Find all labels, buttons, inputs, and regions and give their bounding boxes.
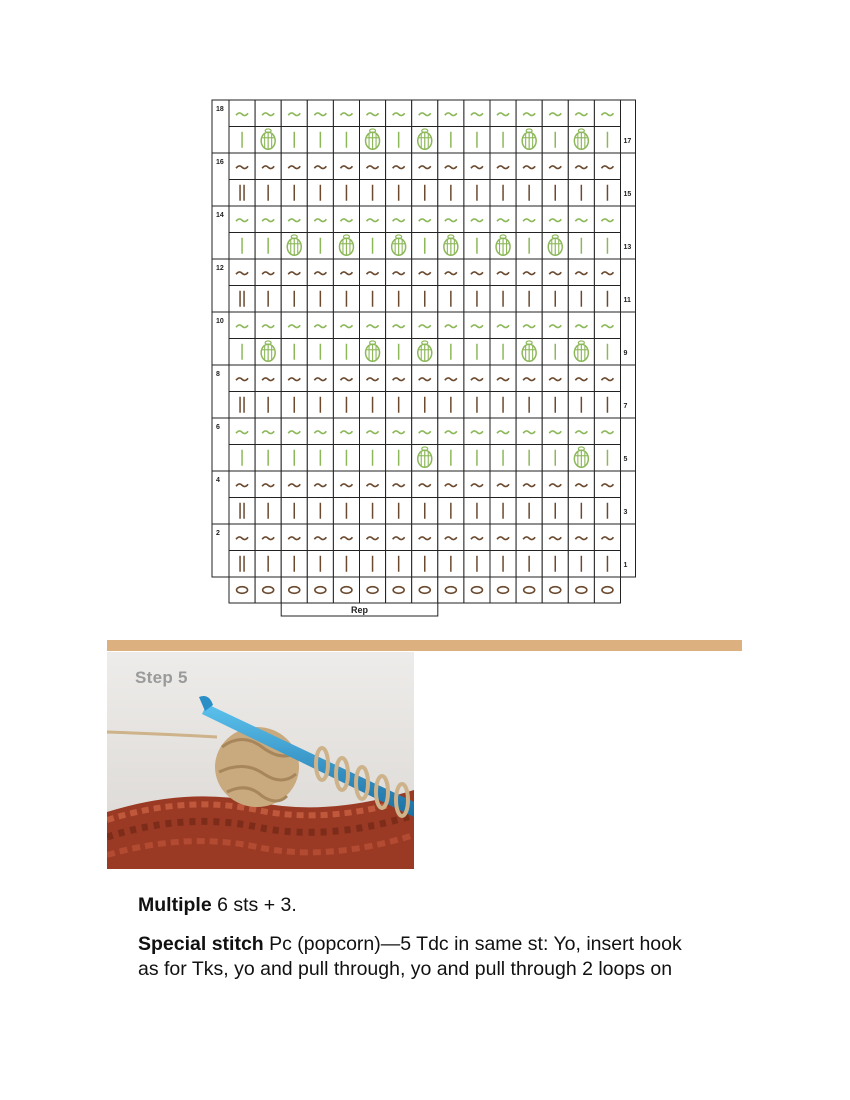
chart-cell (333, 577, 359, 603)
chart-row-1 (229, 551, 621, 578)
row-number-left: 2 (216, 530, 220, 537)
chart-cell (281, 577, 307, 603)
chart-row-18 (229, 100, 621, 127)
row-number-right: 1 (623, 561, 628, 569)
row-label-box (212, 471, 229, 524)
step-photo (107, 652, 414, 869)
multiple-paragraph (138, 893, 758, 918)
chart-row-12 (229, 259, 621, 286)
chart-row-7 (229, 392, 621, 419)
chart-row-2 (229, 524, 621, 551)
row-label-box (212, 418, 229, 471)
row-number-left: 16 (216, 159, 224, 166)
step-label: Step 5 (135, 668, 188, 687)
chart-row-17 (229, 127, 621, 154)
special-stitch-paragraph (138, 932, 758, 982)
row-number-right: 7 (623, 402, 628, 410)
row-number-right: 17 (623, 137, 632, 145)
row-number-right: 13 (623, 243, 632, 251)
row-label-box (621, 471, 636, 524)
chart-row-13 (229, 233, 621, 260)
chart-row-5 (229, 445, 621, 472)
multiple-value: 6 sts + 3. (211, 894, 297, 916)
section-divider (107, 640, 742, 651)
row-label-box (621, 312, 636, 365)
chart-cell (568, 577, 594, 603)
chart-row-11 (229, 286, 621, 313)
row-label-box (621, 100, 636, 153)
chart-cell (516, 577, 542, 603)
chart-row-6 (229, 418, 621, 445)
special-stitch-label: Special stitch (138, 933, 264, 955)
row-number-left: 8 (216, 371, 220, 378)
row-label-box (621, 153, 636, 206)
row-number-left: 12 (216, 265, 224, 272)
row-number-right: 15 (623, 190, 632, 198)
chart-cell (229, 180, 255, 207)
chart-row-15 (229, 180, 621, 207)
row-number-right: 11 (623, 296, 631, 304)
chart-row-16 (229, 153, 621, 180)
row-label-box (621, 524, 636, 577)
chart-cell (360, 577, 386, 603)
chart-row-10 (229, 312, 621, 339)
special-stitch-value-line1: Pc (popcorn)—5 Tdc in same st: Yo, insert hook (263, 933, 682, 955)
row-label-box (621, 259, 636, 312)
row-label-box (212, 365, 229, 418)
chart-cell (386, 577, 412, 603)
row-number-left: 6 (216, 424, 220, 431)
chart-cell (229, 286, 255, 313)
row-label-box (621, 206, 636, 259)
repeat-label: Rep (350, 605, 369, 615)
row-number-left: 4 (216, 477, 220, 484)
chart-row-14 (229, 206, 621, 233)
row-number-left: 10 (216, 318, 224, 325)
row-number-left: 18 (216, 106, 224, 113)
chart-cell (229, 551, 255, 578)
chart-cell (412, 577, 438, 603)
chart-row-8 (229, 365, 621, 392)
chart-cell (464, 577, 490, 603)
chart-cell (438, 577, 464, 603)
chart-cell (229, 392, 255, 419)
row-label-box (621, 365, 636, 418)
row-label-box (212, 524, 229, 577)
foundation-chain-row (229, 577, 621, 603)
chart-cell (490, 577, 516, 603)
chart-row-4 (229, 471, 621, 498)
chart-row-3 (229, 498, 621, 525)
special-stitch-value-line2: as for Tks, yo and pull through, yo and pull through 2 loops on (138, 958, 673, 980)
chart-row-9 (229, 339, 621, 366)
row-number-left: 14 (216, 212, 224, 219)
row-number-right: 5 (623, 455, 628, 463)
row-number-right: 9 (623, 349, 628, 357)
chart-cell (255, 577, 281, 603)
chart-cell (229, 577, 255, 603)
chart-cell (594, 577, 620, 603)
chart-cell (307, 577, 333, 603)
chart-cell (229, 498, 255, 525)
row-label-box (621, 418, 636, 471)
row-number-right: 3 (623, 508, 628, 516)
multiple-label: Multiple (138, 894, 212, 916)
chart-cell (542, 577, 568, 603)
